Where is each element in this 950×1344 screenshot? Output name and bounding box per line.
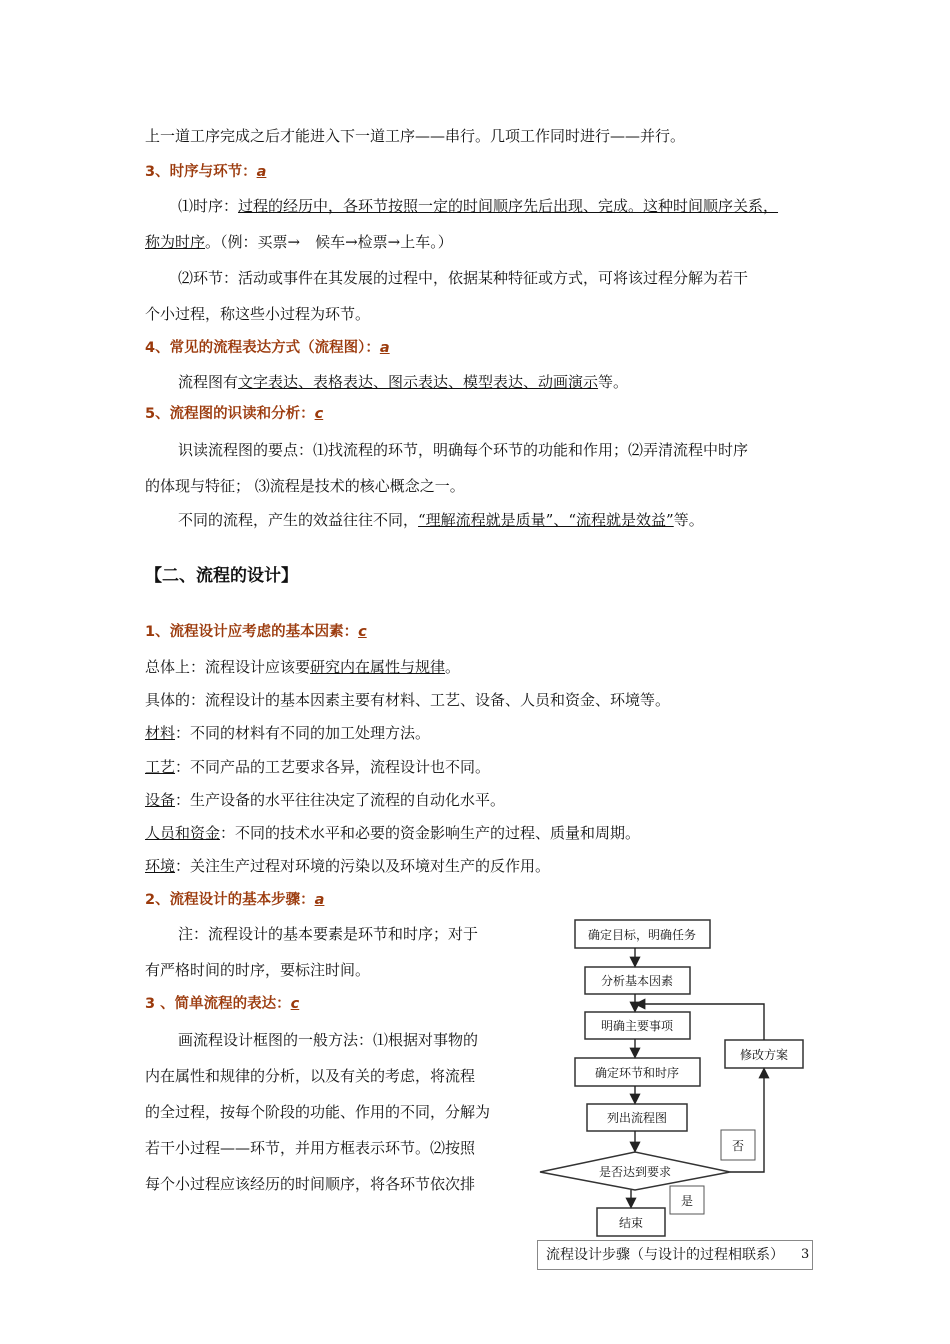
step-label-3: 明确主要事项 bbox=[600, 1019, 674, 1033]
paragraph-draw-line5: 每个小过程应该经历的时间顺序，将各环节依次排 bbox=[145, 1175, 476, 1193]
page-number: 3 bbox=[801, 1247, 810, 1262]
grade-mark: a bbox=[256, 164, 267, 180]
heading-timing-and-links bbox=[145, 162, 266, 182]
heading-design-factors bbox=[145, 622, 367, 642]
factor-environment bbox=[145, 856, 550, 876]
step-label-4: 确定环节和时序 bbox=[594, 1066, 680, 1080]
timing-prefix: ⑴时序： bbox=[178, 197, 239, 215]
factor-material bbox=[145, 723, 430, 743]
factor-process bbox=[145, 757, 490, 777]
grade-mark: c bbox=[358, 624, 367, 640]
end-label: 结束 bbox=[618, 1216, 644, 1230]
yes-label: 是 bbox=[680, 1194, 694, 1208]
paragraph-draw-line4: 若干小过程——环节，并用方框表示环节。⑵按照 bbox=[145, 1139, 476, 1157]
factor-desc: ：不同的材料有不同的加工处理方法。 bbox=[175, 724, 431, 742]
step-label-5: 列出流程图 bbox=[606, 1111, 668, 1125]
paragraph-serial-parallel: 上一道工序完成之后才能进入下一道工序——串行。几项工作同时进行——并行。 bbox=[145, 127, 686, 145]
heading-label: 5、流程图的识读和分析： bbox=[145, 406, 315, 422]
overall-suffix: 。 bbox=[445, 658, 461, 676]
factor-personnel-funds bbox=[145, 823, 640, 843]
overall-prefix: 总体上：流程设计应该要 bbox=[145, 658, 311, 676]
methods-list: 文字表达、表格表达、图示表达、模型表达、动画演示 bbox=[238, 373, 599, 391]
timing-example: 。（例：买票→ 候车→检票→上车。） bbox=[205, 233, 453, 251]
methods-prefix: 流程图有 bbox=[178, 373, 239, 391]
factor-desc: ：关注生产过程对环境的污染以及环境对生产的反作用。 bbox=[175, 857, 551, 875]
grade-mark: a bbox=[314, 892, 325, 908]
grade-mark: c bbox=[290, 996, 300, 1012]
factor-term: 人员和资金 bbox=[145, 824, 221, 842]
grade-mark: a bbox=[379, 340, 390, 356]
paragraph-methods bbox=[178, 372, 628, 392]
factor-desc: ：生产设备的水平往往决定了流程的自动化水平。 bbox=[175, 791, 506, 809]
paragraph-draw-line2: 内在属性和规律的分析，以及有关的考虑，将流程 bbox=[145, 1067, 476, 1085]
heading-label: 3、时序与环节： bbox=[145, 164, 257, 180]
paragraph-reading-line2: 的体现与特征； ⑶流程是技术的核心概念之一。 bbox=[145, 477, 465, 495]
paragraph-timing-line1 bbox=[178, 196, 778, 216]
paragraph-link-line1: ⑵环节：活动或事件在其发展的过程中，依据某种特征或方式，可将该过程分解为若干 bbox=[178, 269, 749, 287]
decision-label: 是否达到要求 bbox=[598, 1165, 672, 1179]
paragraph-note-line2: 有严格时间的时序，要标注时间。 bbox=[145, 961, 371, 979]
paragraph-draw-line1: 画流程设计框图的一般方法：⑴根据对事物的 bbox=[178, 1031, 479, 1049]
timing-term: 称为时序 bbox=[145, 233, 206, 251]
grade-mark: c bbox=[314, 406, 324, 422]
factor-term: 材料 bbox=[145, 724, 176, 742]
step-label-2: 分析基本因素 bbox=[600, 974, 674, 988]
factor-desc: ：不同产品的工艺要求各异，流程设计也不同。 bbox=[175, 758, 491, 776]
heading-reading-flowchart bbox=[145, 404, 323, 424]
figure-caption: 流程设计步骤（与设计的过程相联系） bbox=[537, 1240, 813, 1270]
heading-label: 1、流程设计应考虑的基本因素： bbox=[145, 624, 359, 640]
modify-label: 修改方案 bbox=[739, 1048, 789, 1062]
paragraph-link-line2: 个小过程，称这些小过程为环节。 bbox=[145, 305, 371, 323]
benefit-suffix: 等。 bbox=[673, 511, 704, 529]
paragraph-timing-line2 bbox=[145, 232, 453, 252]
factor-equipment bbox=[145, 790, 505, 810]
no-label: 否 bbox=[731, 1139, 745, 1153]
step-label-1: 确定目标，明确任务 bbox=[587, 928, 697, 942]
overall-key: 研究内在属性与规律 bbox=[310, 658, 446, 676]
heading-flowchart-methods bbox=[145, 338, 390, 358]
flowchart-figure bbox=[535, 880, 825, 1280]
timing-definition: 过程的经历中，各环节按照一定的时间顺序先后出现、完成。这种时间顺序关系， bbox=[238, 197, 779, 215]
paragraph-overall bbox=[145, 657, 460, 677]
paragraph-benefit bbox=[178, 510, 704, 530]
factor-term: 工艺 bbox=[145, 758, 176, 776]
heading-simple-flow-expression bbox=[145, 994, 299, 1014]
paragraph-reading-line1: 识读流程图的要点：⑴找流程的环节，明确每个环节的功能和作用；⑵弄清流程中时序 bbox=[178, 441, 749, 459]
paragraph-note-line1: 注：流程设计的基本要素是环节和时序；对于 bbox=[178, 925, 479, 943]
paragraph-draw-line3: 的全过程，按每个阶段的功能、作用的不同，分解为 bbox=[145, 1103, 491, 1121]
heading-design-steps bbox=[145, 890, 324, 910]
heading-label: 4、常见的流程表达方式（流程图）： bbox=[145, 340, 380, 356]
section-title-flow-design: 【二、流程的设计】 bbox=[145, 566, 298, 586]
methods-suffix: 等。 bbox=[598, 373, 629, 391]
factor-desc: ：不同的技术水平和必要的资金影响生产的过程、质量和周期。 bbox=[220, 824, 641, 842]
benefit-quotes: “理解流程就是质量”、“流程就是效益” bbox=[418, 511, 674, 529]
heading-label: 2、流程设计的基本步骤： bbox=[145, 892, 315, 908]
benefit-prefix: 不同的流程，产生的效益往往不同， bbox=[178, 511, 419, 529]
heading-label: 3 、简单流程的表达： bbox=[145, 996, 291, 1012]
factor-term: 环境 bbox=[145, 857, 176, 875]
paragraph-specific: 具体的：流程设计的基本因素主要有材料、工艺、设备、人员和资金、环境等。 bbox=[145, 691, 671, 709]
factor-term: 设备 bbox=[145, 791, 176, 809]
